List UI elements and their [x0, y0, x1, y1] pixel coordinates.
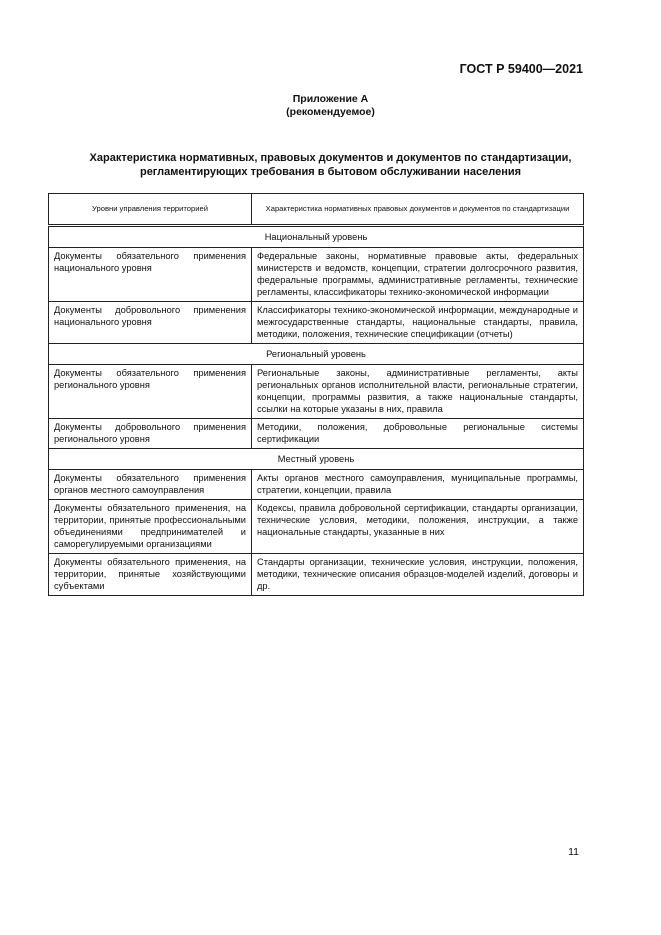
characteristics-cell: Акты органов местного самоуправления, муниципальные программы, стратегии, концепции, правила	[252, 470, 584, 500]
table-title-line-2: регламентирующих требования в бытовом обслуживании населения	[139, 166, 522, 178]
table-title	[40, 151, 621, 179]
table-header-row	[49, 194, 584, 226]
level-cell: Документы добровольного применения регионального уровня	[49, 419, 252, 449]
table-row	[49, 470, 584, 500]
standards-table	[48, 193, 584, 596]
page-number: 11	[568, 846, 579, 858]
level-cell: Документы добровольного применения национального уровня	[49, 302, 252, 344]
level-cell: Документы обязательного применения органов местного самоуправления	[49, 470, 252, 500]
level-cell: Документы обязательного применения, на территории, принятые хозяйствующими субъектами	[49, 554, 252, 596]
section-title: Региональный уровень	[49, 344, 584, 365]
level-cell: Документы обязательного применения регионального уровня	[49, 365, 252, 419]
section-title: Национальный уровень	[49, 226, 584, 248]
annex-heading	[0, 93, 661, 119]
characteristics-cell: Стандарты организации, технические условия, инструкции, положения, методики, технические описания образцов-моделей изделий, договоры и др.	[252, 554, 584, 596]
table-row	[49, 554, 584, 596]
column-header-characteristics: Характеристика нормативных правовых документов и документов по стандартизации	[252, 194, 584, 226]
table-title-line-1: Характеристика нормативных, правовых документов и документов по стандартизации,	[89, 152, 572, 164]
table-row	[49, 365, 584, 419]
table-row	[49, 419, 584, 449]
characteristics-cell: Кодексы, правила добровольной сертификации, стандарты организации, технические условия, методики, положения, инструкции, а также национальные стандарты, указанные в них	[252, 500, 584, 554]
characteristics-cell: Классификаторы технико-экономической информации, международные и межгосударственные стандарты, национальные стандарты, правила, методики, положения, технические спецификации (отчеты)	[252, 302, 584, 344]
annex-title: Приложение А	[292, 93, 369, 105]
table-row	[49, 500, 584, 554]
section-row-regional	[49, 344, 584, 365]
characteristics-cell: Методики, положения, добровольные региональные системы сертификации	[252, 419, 584, 449]
section-title: Местный уровень	[49, 449, 584, 470]
column-header-levels: Уровни управления территорией	[49, 194, 252, 226]
level-cell: Документы обязательного применения национального уровня	[49, 248, 252, 302]
characteristics-cell: Региональные законы, административные регламенты, акты региональных органов исполнительной власти, региональные стратегии, концепции, программы развития, а также национальные стандарты, ссылки на которые указаны в них, правила	[252, 365, 584, 419]
characteristics-cell: Федеральные законы, нормативные правовые акты, федеральных министерств и ведомств, концепции, стратегии долгосрочного развития, федеральные программы, административные регламенты, технические регламенты, классификаторы технико-экономической информации	[252, 248, 584, 302]
table-row	[49, 302, 584, 344]
section-row-local	[49, 449, 584, 470]
level-cell: Документы обязательного применения, на территории, принятые профессиональными объединениями предпринимателей и саморегулируемыми организациями	[49, 500, 252, 554]
annex-subtitle: (рекомендуемое)	[286, 106, 375, 118]
section-row-national	[49, 226, 584, 248]
table-row	[49, 248, 584, 302]
document-code: ГОСТ Р 59400—2021	[459, 62, 583, 76]
